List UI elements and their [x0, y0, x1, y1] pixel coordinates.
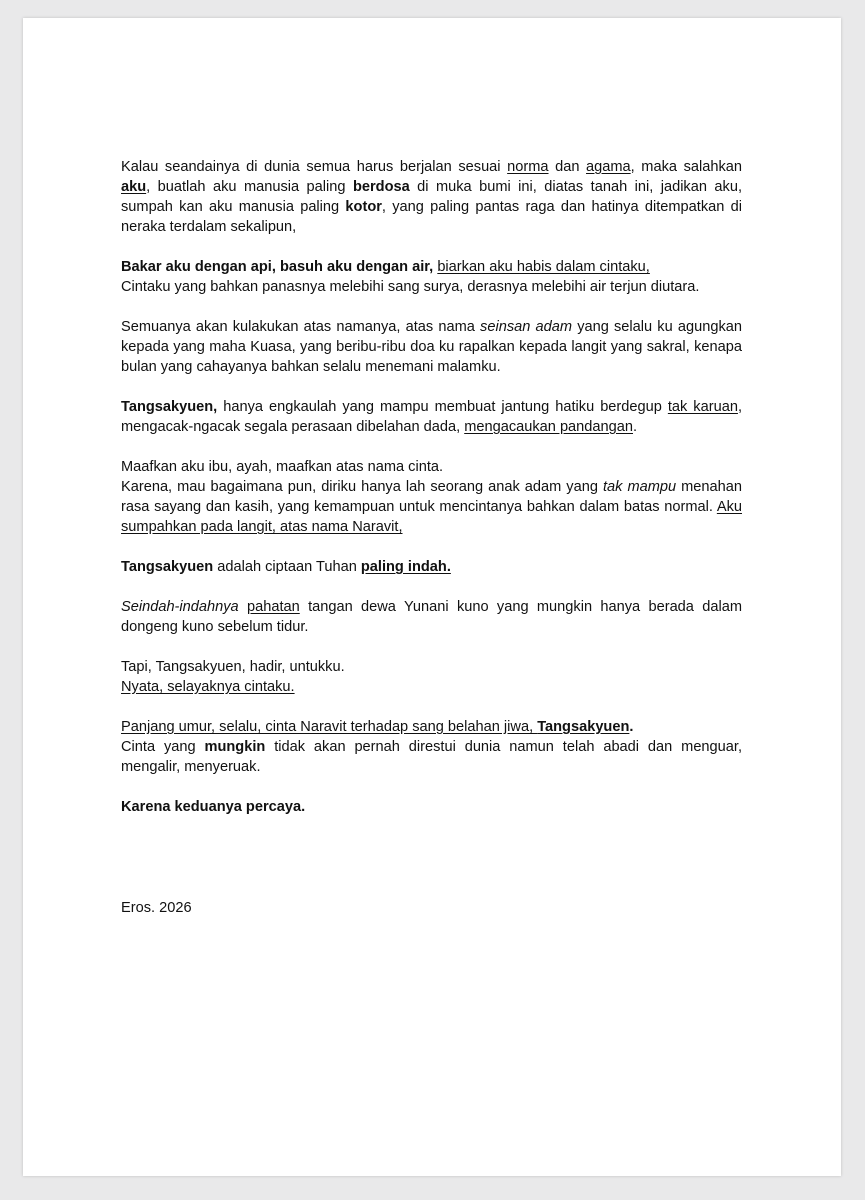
document-body [121, 157, 742, 837]
text: yang selalu ku agungkan kepada yang maha Kuasa, yang beribu-ribu doa ku rapalkan kepada langit yang sakral, kenapa bulan yang cahayanya bahkan selalu menemani malamku. [121, 319, 742, 375]
text: di muka bumi ini, diatas tanah ini, jadikan aku, sumpah kan aku manusia paling [121, 179, 742, 215]
underlined-text: pahatan [246, 599, 300, 615]
text: hanya engkaulah yang mampu membuat jantung hatiku berdegup [217, 399, 668, 415]
space [239, 599, 247, 615]
bold-underlined-text: Tangsakyuen [537, 719, 630, 735]
text: tidak akan pernah direstui dunia namun telah abadi dan menguar, mengalir, menyeruak. [121, 739, 743, 775]
text: . [633, 419, 638, 435]
text: menahan rasa sayang dan kasih, yang kemampuan untuk mencintanya bahkan dalam batas normal. [121, 479, 742, 515]
paragraph-1 [121, 157, 742, 237]
underlined-text: Nyata, selayaknya cintaku. [121, 679, 295, 695]
underlined-text: tak karuan [667, 399, 738, 415]
text: Tapi, Tangsakyuen, hadir, untukku. [121, 659, 345, 675]
paragraph-2 [121, 257, 742, 297]
signature: Eros. 2026 [121, 900, 192, 916]
text: Semuanya akan kulakukan atas namanya, atas nama [121, 319, 481, 335]
text: Maafkan aku ibu, ayah, maafkan atas nama cinta. [121, 459, 444, 475]
italic-text: seinsan adam [480, 319, 573, 335]
bold-text: Tangsakyuen [121, 559, 214, 575]
paragraph-10 [121, 797, 742, 817]
text: tangan dewa Yunani kuno yang mungkin hanya berada dalam dongeng kuno sebelum tidur. [121, 599, 742, 635]
text: Karena, mau bagaimana pun, diriku hanya lah seorang anak adam yang [121, 479, 603, 495]
text: adalah ciptaan Tuhan [213, 559, 361, 575]
text: Cintaku yang bahkan panasnya melebihi sang surya, derasnya melebihi air terjun diutara. [121, 279, 700, 295]
paragraph-9 [121, 717, 742, 777]
text: Cinta yang [121, 739, 205, 755]
paragraph-6 [121, 557, 742, 577]
text: dan [548, 159, 587, 175]
underlined-text: Aku sumpahkan pada langit, atas nama Naravit, [121, 499, 742, 535]
bold-text: kotor [345, 199, 382, 215]
text: , maka salahkan [630, 159, 742, 175]
bold-text: Tangsakyuen, [121, 399, 218, 415]
paragraph-7 [121, 597, 742, 637]
paragraph-8 [121, 657, 742, 697]
paragraph-5a [121, 457, 742, 477]
underlined-text: norma [507, 159, 549, 175]
underlined-text: agama [586, 159, 631, 175]
bold-text: Karena keduanya percaya. [121, 799, 306, 815]
italic-text: Seindah-indahnya [121, 599, 239, 615]
paragraph-5b [121, 477, 742, 537]
bold-text: . [629, 719, 634, 735]
bold-text: berdosa [352, 179, 410, 195]
bold-underlined-text: paling indah. [360, 559, 451, 575]
paragraph-3 [121, 317, 742, 377]
document-page [23, 18, 841, 1176]
text: , buatlah aku manusia paling [146, 179, 353, 195]
italic-text: tak mampu [602, 479, 677, 495]
bold-text: Bakar aku dengan api, basuh aku dengan air, [121, 259, 434, 275]
text: Kalau seandainya di dunia semua harus berjalan sesuai [121, 159, 508, 175]
bold-underlined-text: aku [121, 179, 147, 195]
underlined-text: biarkan aku habis dalam cintaku, [437, 259, 650, 275]
text: , yang paling pantas raga dan hatinya ditempatkan di neraka terdalam sekalipun, [121, 199, 742, 235]
underlined-text: mengacaukan pandangan [464, 419, 633, 435]
bold-text: mungkin [204, 739, 266, 755]
paragraph-4 [121, 397, 742, 437]
underlined-text: Panjang umur, selalu, cinta Naravit terhadap sang belahan jiwa, [121, 719, 538, 735]
text: , mengacak-ngacak segala perasaan dibelahan dada, [121, 399, 742, 435]
